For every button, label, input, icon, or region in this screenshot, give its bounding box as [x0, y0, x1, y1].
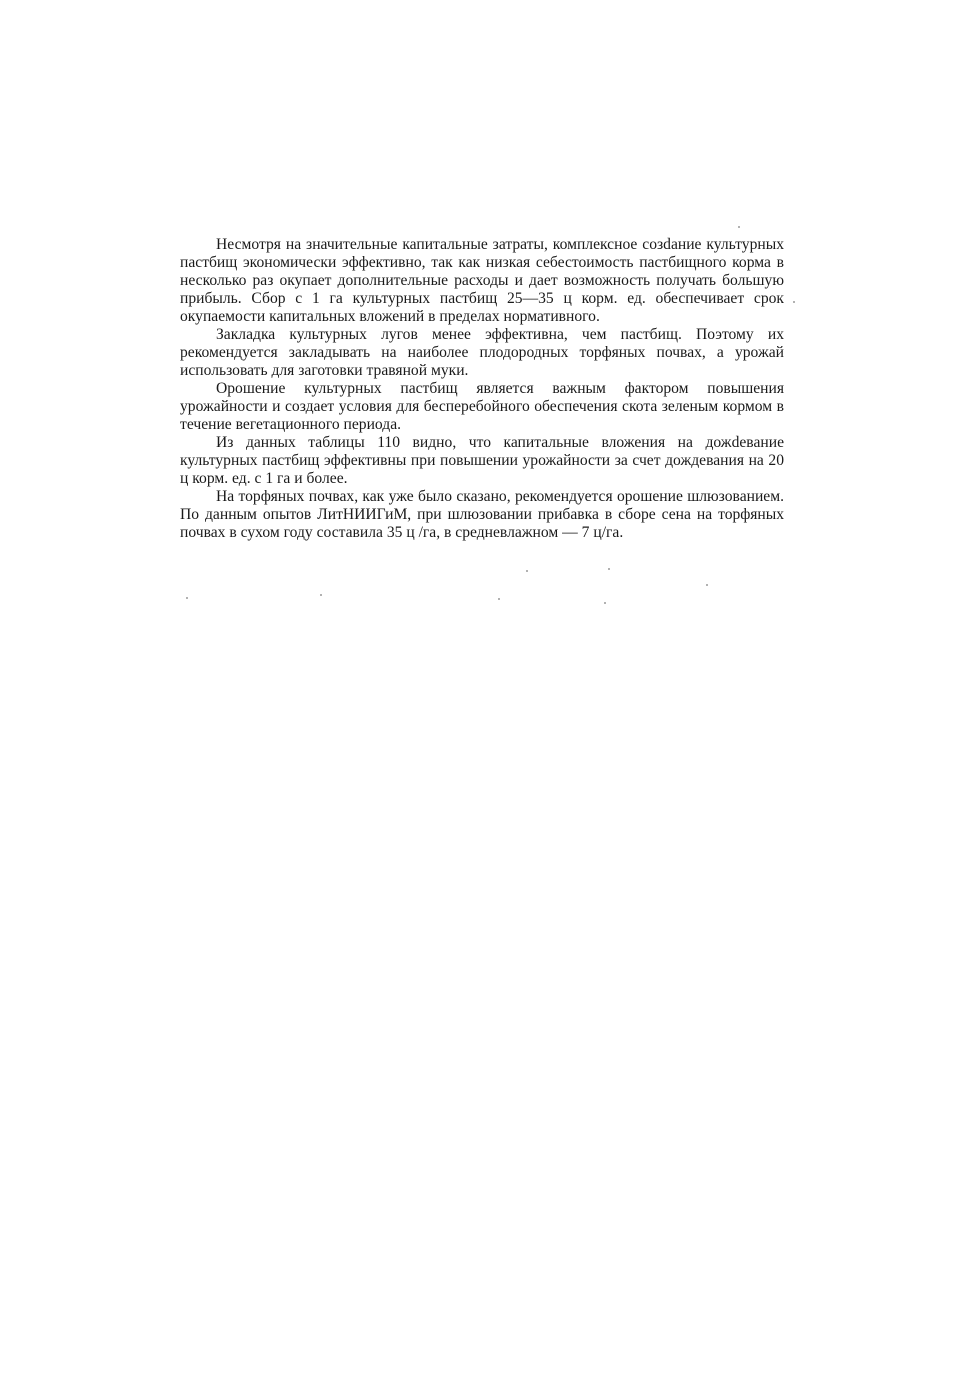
- scan-speck: [608, 568, 610, 570]
- scan-speck: [320, 594, 322, 596]
- scan-speck: [738, 226, 740, 228]
- body-text: [180, 236, 784, 542]
- paragraph-4: Из данных таблицы 110 видно, что капитальные вложения на дожdевание культурных пастбищ эффективны при повышении урожайности за счет дождевания на 20 ц корм. ед. с 1 га и более.: [180, 434, 784, 487]
- paragraph-2: Закладка культурных лугов менее эффективна, чем пастбищ. Поэтому их рекомендуется закладывать на наиболее плодородных торфяных почвах, а урожай использовать для заготовки травяной муки.: [180, 326, 784, 379]
- scan-speck: [706, 584, 708, 586]
- scan-speck: [186, 597, 188, 599]
- scan-speck: [793, 301, 795, 303]
- scan-speck: [498, 598, 500, 600]
- paragraph-3: Орошение культурных пастбищ является важным фактором повышения урожайности и создает условия для бесперебойного обеспечения скота зеленым кормом в течение вегетационного периода.: [180, 380, 784, 433]
- scan-speck: [526, 570, 528, 572]
- scan-speck: [604, 602, 606, 604]
- paragraph-5: На торфяных почвах, как уже было сказано, рекомендуется орошение шлюзованием. По данным опытов ЛитНИИГиМ, при шлюзовании прибавка в сборе сена на торфяных почвах в сухом году составила 35 ц /га, в средневлажном — 7 ц/га.: [180, 488, 784, 541]
- paragraph-1: Несмотря на значительные капитальные затраты, комплексное созdание культурных пастбищ экономически эффективно, так как низкая себестоимость пастбищного корма в несколько раз окупает дополнительные расходы и дает возможность получать большую прибыль. Сбор с 1 га культурных пастбищ 25—35 ц корм. ед. обеспечивает срок окупаемости капитальных вложений в пределах нормативного.: [180, 236, 784, 325]
